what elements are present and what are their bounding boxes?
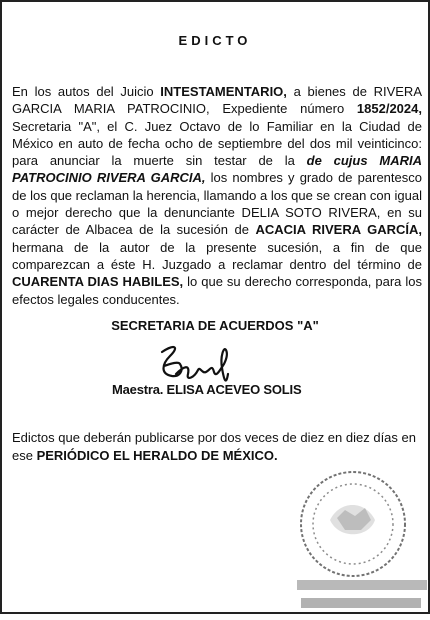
court-seal-stamp	[285, 460, 430, 620]
body-text-2: a bienes de RIVERA GARCIA MARIA PATROCINIO, Expediente número	[12, 84, 422, 117]
publication-note	[12, 429, 422, 464]
signer-name: Maestra. ELISA ACEVEO SOLIS	[112, 382, 302, 397]
body-text-4: los nombres y grado de parentesco de los que reclaman la herencia, llamando a los que se crean con igual o mejor derecho que la denunciante DELIA SOTO RIVERA, en su carácter de Albacea de la sucesión de	[12, 170, 422, 238]
edict-body	[12, 83, 422, 308]
body-text-1: En los autos del Juicio	[12, 84, 161, 99]
body-bold-expediente: 1852/2024,	[356, 101, 422, 117]
body-bold-juicio: INTESTAMENTARIO,	[160, 84, 287, 99]
secretary-heading: SECRETARIA DE ACUERDOS "A"	[111, 318, 319, 333]
body-text-5: hermana de la autor de la presente sucesión, a fin de que comparezcan a éste H. Juzgado a reclamar dentro del término de	[12, 239, 422, 272]
body-bold-decujus: de cujus MARIA PATROCINIO RIVERA GARCIA,	[12, 153, 422, 186]
body-bold-term: CUARENTA DIAS HABILES,	[12, 274, 184, 290]
footer-newspaper: PERIÓDICO EL HERALDO DE MÉXICO.	[36, 447, 278, 463]
document-title: EDICTO	[178, 33, 252, 48]
body-text-6: lo que su derecho corresponda, para los efectos legales conducentes.	[12, 274, 422, 307]
footer-text: Edictos que deberán publicarse por dos veces de diez en diez días en ese	[12, 430, 416, 463]
body-bold-albacea: ACACIA RIVERA GARCÍA,	[255, 222, 423, 238]
body-text-3: Secretaria "A", el C. Juez Octavo de lo Familiar en la Ciudad de México en auto de fecha ocho de septiembre del dos mil veinticinco: para anunciar la muerte sin testar de la	[12, 118, 422, 169]
